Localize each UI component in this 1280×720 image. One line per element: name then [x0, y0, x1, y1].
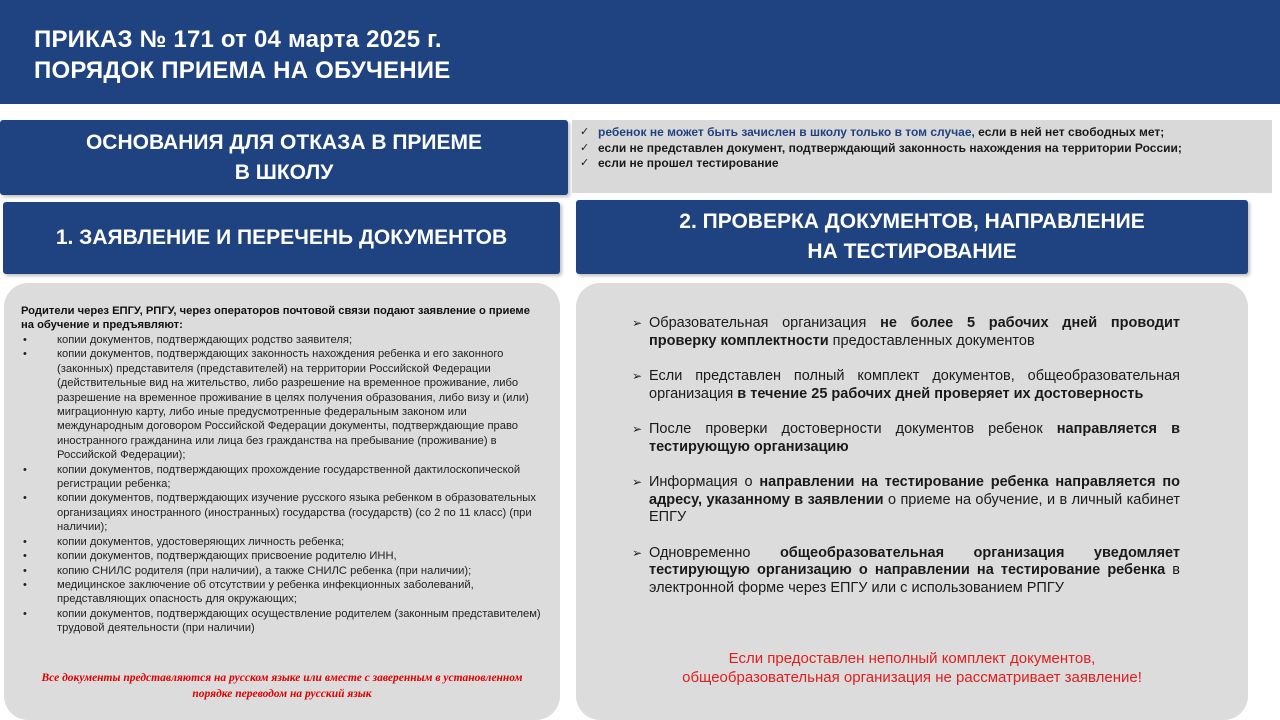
section2-title [576, 200, 1248, 274]
refusal-reason [580, 156, 1264, 172]
warning-line2: общеобразовательная организация не рассматривает заявление! [682, 669, 1142, 686]
check-icon: ✓ [580, 157, 590, 169]
document-item: • копии документов, удостоверяющих личность ребенка; [21, 535, 542, 549]
arrow-bullet-icon: ➢ [632, 545, 643, 560]
verification-step: ➢ Образовательная организация не более 5 рабочих дней проводит проверку комплектности предоставленных документов [632, 315, 1180, 349]
document-item: • копии документов, подтверждающих присвоение родителю ИНН, [21, 549, 542, 563]
documents-list [21, 333, 542, 636]
document-item: • копии документов, подтверждающих изучение русского языка ребенком в образовательных организациях иностранного (иностранных) государства (государств) (со 2 по 11 класс) (при наличии); [21, 491, 542, 534]
order-title: ПРИКАЗ № 171 от 04 марта 2025 г. [34, 26, 442, 53]
document-item: • медицинское заключение об отсутствии у ребенка инфекционных заболеваний, представляющих опасность для окружающих; [21, 578, 542, 607]
document-item: • копии документов, подтверждающих осуществление родителем (законным представителем) трудовой деятельности (при наличии) [21, 607, 542, 636]
refusal-reason [580, 125, 1264, 141]
verification-step: ➢ Если представлен полный комплект документов, общеобразовательная организация в течение 25 рабочих дней проверяет их достоверность [632, 368, 1180, 402]
warning-line1: Если предоставлен неполный комплект документов, [728, 650, 1096, 667]
arrow-bullet-icon: ➢ [632, 369, 643, 383]
incomplete-set-warning [616, 649, 1208, 687]
reason-text: если не представлен документ, подтверждающий законность нахождения на территории России; [598, 140, 1182, 155]
arrow-bullet-icon: ➢ [632, 422, 643, 436]
documents-panel [4, 283, 560, 720]
document-item: • копию СНИЛС родителя (при наличии), а также СНИЛС ребенка (при наличии); [21, 564, 542, 578]
verification-step: ➢ После проверки достоверности документов ребенок направляется в тестирующую организацию [632, 421, 1180, 455]
section2-title-line2: НА ТЕСТИРОВАНИЕ [807, 240, 1017, 263]
check-icon: ✓ [580, 126, 590, 138]
reason-text: если не прошел тестирование [598, 156, 779, 170]
refusal-grounds-title [0, 120, 568, 195]
reason-text: если в ней нет свободных мет; [974, 125, 1165, 139]
refusal-reason [580, 141, 1264, 157]
russian-language-note: Все документы представляются на русском языке или вместе с заверенным в установленном порядке переводом на русский язык [41, 672, 523, 700]
reason-highlight: ребенок не может быть зачислен в школу только в том случае, [598, 125, 975, 139]
refusal-title-line2: В ШКОЛУ [234, 161, 334, 184]
procedure-title: ПОРЯДОК ПРИЕМА НА ОБУЧЕНИЕ [34, 57, 451, 84]
document-item: • копии документов, подтверждающих прохождение государственной дактилоскопической регистрации ребенка; [21, 463, 542, 492]
refusal-title-line1: ОСНОВАНИЯ ДЛЯ ОТКАЗА В ПРИЕМЕ [85, 131, 483, 154]
verification-step: ➢ Одновременно общеобразовательная организация уведомляет тестирующую организацию о направлении на тестирование ребенка в электронной форме через ЕПГУ или с использованием РПГУ [632, 544, 1180, 596]
header-banner [0, 0, 1280, 104]
section1-title: 1. ЗАЯВЛЕНИЕ И ПЕРЕЧЕНЬ ДОКУМЕНТОВ [3, 202, 560, 274]
section2-title-line1: 2. ПРОВЕРКА ДОКУМЕНТОВ, НАПРАВЛЕНИЕ [679, 210, 1145, 233]
document-item: • копии документов, подтверждающих родство заявителя; [21, 333, 542, 347]
document-item: • копии документов, подтверждающих законность нахождения ребенка и его законного (законных) представителя (представителей) на территории Российской Федерации (действительные вид на жительство, либо разрешение на временное проживание, либо разрешение на временное проживание в целях получения образования, либо визу и (или) миграционную карту, либо иные предусмотренные федеральным законом или международным договором Российской Федерации документы, подтверждающие право иностранного гражданина или лица без гражданства на пребывание (проживание) в Российской Федерации); [21, 347, 542, 462]
verification-step: ➢ Информация о направлении на тестирование ребенка направляется по адресу, указанному в заявлении о приеме на обучение, и в личный кабинет ЕПГУ [632, 474, 1180, 525]
check-icon: ✓ [580, 141, 590, 154]
arrow-bullet-icon: ➢ [632, 475, 643, 489]
refusal-reasons-box [572, 120, 1272, 193]
arrow-bullet-icon: ➢ [632, 316, 643, 330]
verification-panel [576, 283, 1248, 720]
documents-intro: Родители через ЕПГУ, РПГУ, через операторов почтовой связи подают заявление о приеме на обучение и предъявляют: [21, 305, 530, 331]
